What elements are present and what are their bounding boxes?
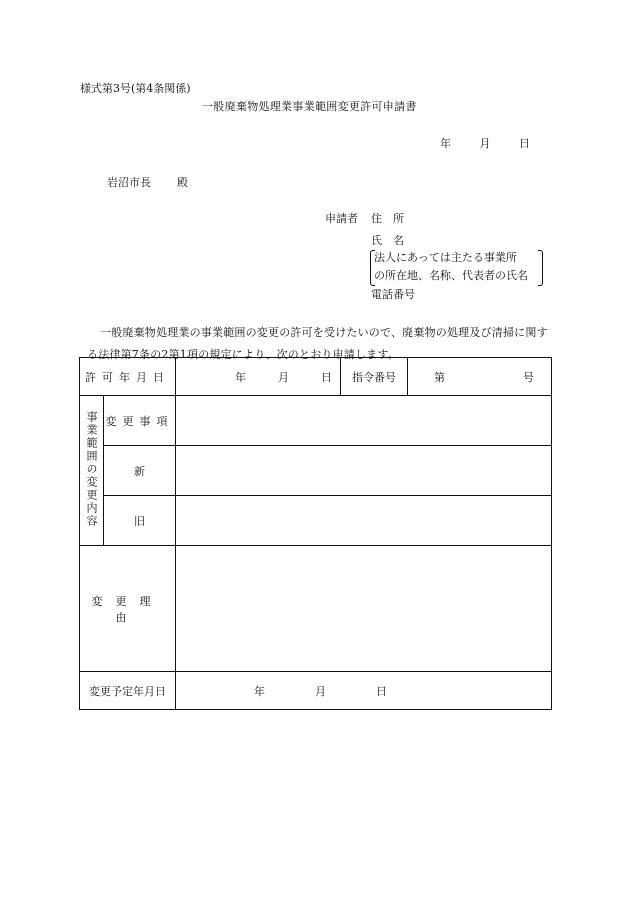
change-item-label: 変更事項: [104, 396, 176, 446]
addressee-name: 岩沼市長: [107, 176, 151, 189]
submission-year: 年: [440, 137, 451, 150]
applicant-name-label: 氏 名: [371, 234, 404, 247]
change-item-value[interactable]: [176, 396, 552, 446]
submission-day: 日: [519, 137, 530, 150]
applicant-phone-label: 電話番号: [371, 288, 415, 301]
corporate-note-line1: 法人にあっては主たる事業所: [374, 251, 517, 264]
document-title: 一般廃棄物処理業事業範囲変更許可申請書: [202, 100, 417, 113]
designation-number-label: 指令番号: [341, 358, 408, 396]
submission-month: 月: [479, 137, 491, 150]
new-label: 新: [104, 446, 176, 496]
old-value[interactable]: [176, 496, 552, 546]
permit-date-row: [80, 358, 552, 396]
new-row: [80, 446, 552, 496]
change-item-row: [80, 396, 552, 446]
corporate-note-line2: の所在地、名称、代表者の氏名: [374, 269, 528, 282]
applicant-address-label: 住 所: [371, 212, 404, 225]
reason-label: 変更理由: [80, 546, 176, 672]
intro-text: 一般廃棄物処理業の事業範囲の変更の許可を受けたいので、廃棄物の処理及び清掃に関する法律第7条の2第1項の規定により、次のとおり申請します。: [87, 326, 548, 361]
planned-date-label: 変更予定年月日: [80, 672, 176, 710]
new-value[interactable]: [176, 446, 552, 496]
applicant-label: 申請者: [325, 212, 358, 225]
designation-number-value[interactable]: 第 号: [408, 358, 552, 396]
reason-row: [80, 546, 552, 672]
bracket-left: [370, 250, 375, 286]
permit-date-label: 許可年月日: [80, 358, 176, 396]
old-row: [80, 496, 552, 546]
submission-date: [440, 138, 530, 149]
reason-value[interactable]: [176, 546, 552, 672]
old-label: 旧: [104, 496, 176, 546]
scope-change-label: 事業範囲の変更内容: [80, 396, 104, 546]
addressee-honorific: 殿: [177, 176, 188, 189]
bracket-right: [538, 250, 543, 286]
planned-date-row: [80, 672, 552, 710]
permit-date-value[interactable]: 年 月 日: [176, 358, 341, 396]
corporate-note: [370, 249, 543, 285]
form-number: 様式第3号(第4条関係): [80, 82, 191, 95]
addressee: [107, 177, 188, 188]
planned-date-value[interactable]: 年 月 日: [176, 672, 552, 710]
application-table: [79, 357, 552, 710]
